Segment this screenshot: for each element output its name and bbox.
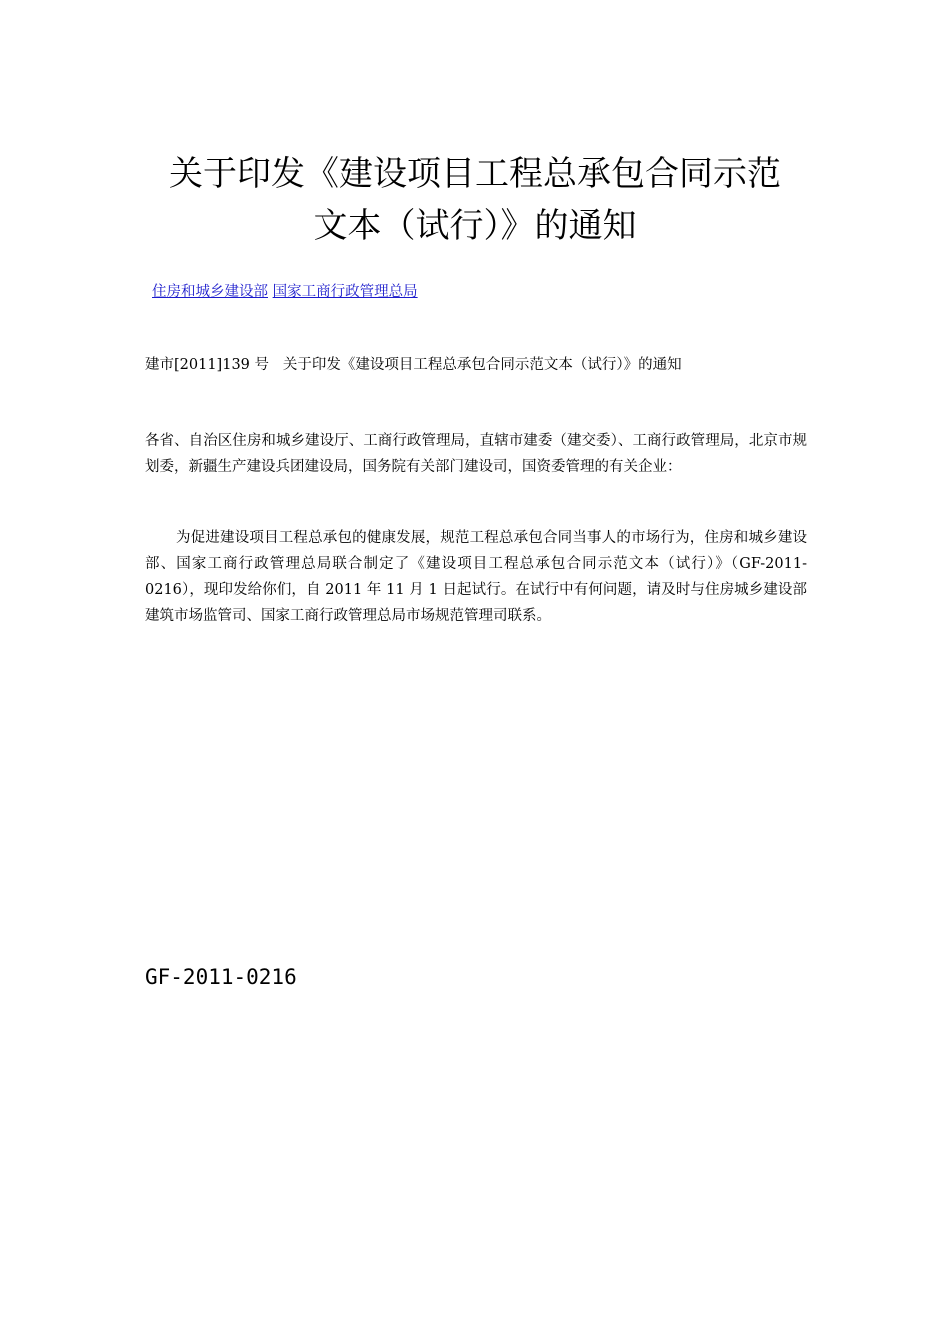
contract-code: GF-2011-0216 (145, 965, 297, 989)
issuing-agencies (152, 281, 418, 303)
title-line-2: 文本（试行）》的通知 (313, 206, 637, 246)
document-title (140, 148, 810, 252)
document-subject: 关于印发《建设项目工程总承包合同示范文本（试行）》的通知 (282, 357, 682, 373)
agency-link-mohurd[interactable]: 住房和城乡建设部 (152, 284, 268, 300)
document-number: 建市[2011]139 号 (145, 357, 270, 373)
title-line-1: 关于印发《建设项目工程总承包合同示范 (169, 154, 781, 194)
addressee-paragraph: 各省、自治区住房和城乡建设厅、工商行政管理局，直辖市建委（建交委）、工商行政管理局，北京市规划委，新疆生产建设兵团建设局，国务院有关部门建设司，国资委管理的有关企业： (145, 433, 807, 475)
agency-link-saic[interactable]: 国家工商行政管理总局 (272, 284, 418, 300)
body-paragraph: 为促进建设项目工程总承包的健康发展，规范工程总承包合同当事人的市场行为，住房和城乡建设部、国家工商行政管理总局联合制定了《建设项目工程总承包合同示范文本（试行）》（GF-2011-0216），现印发给你们，自 2011 年 11 月 1 日起试行。在试行中有何问题，请及时与住房城乡建设部建筑市场监管司、国家工商行政管理总局市场规范管理司联系。 (145, 530, 807, 624)
document-reference (145, 354, 682, 376)
